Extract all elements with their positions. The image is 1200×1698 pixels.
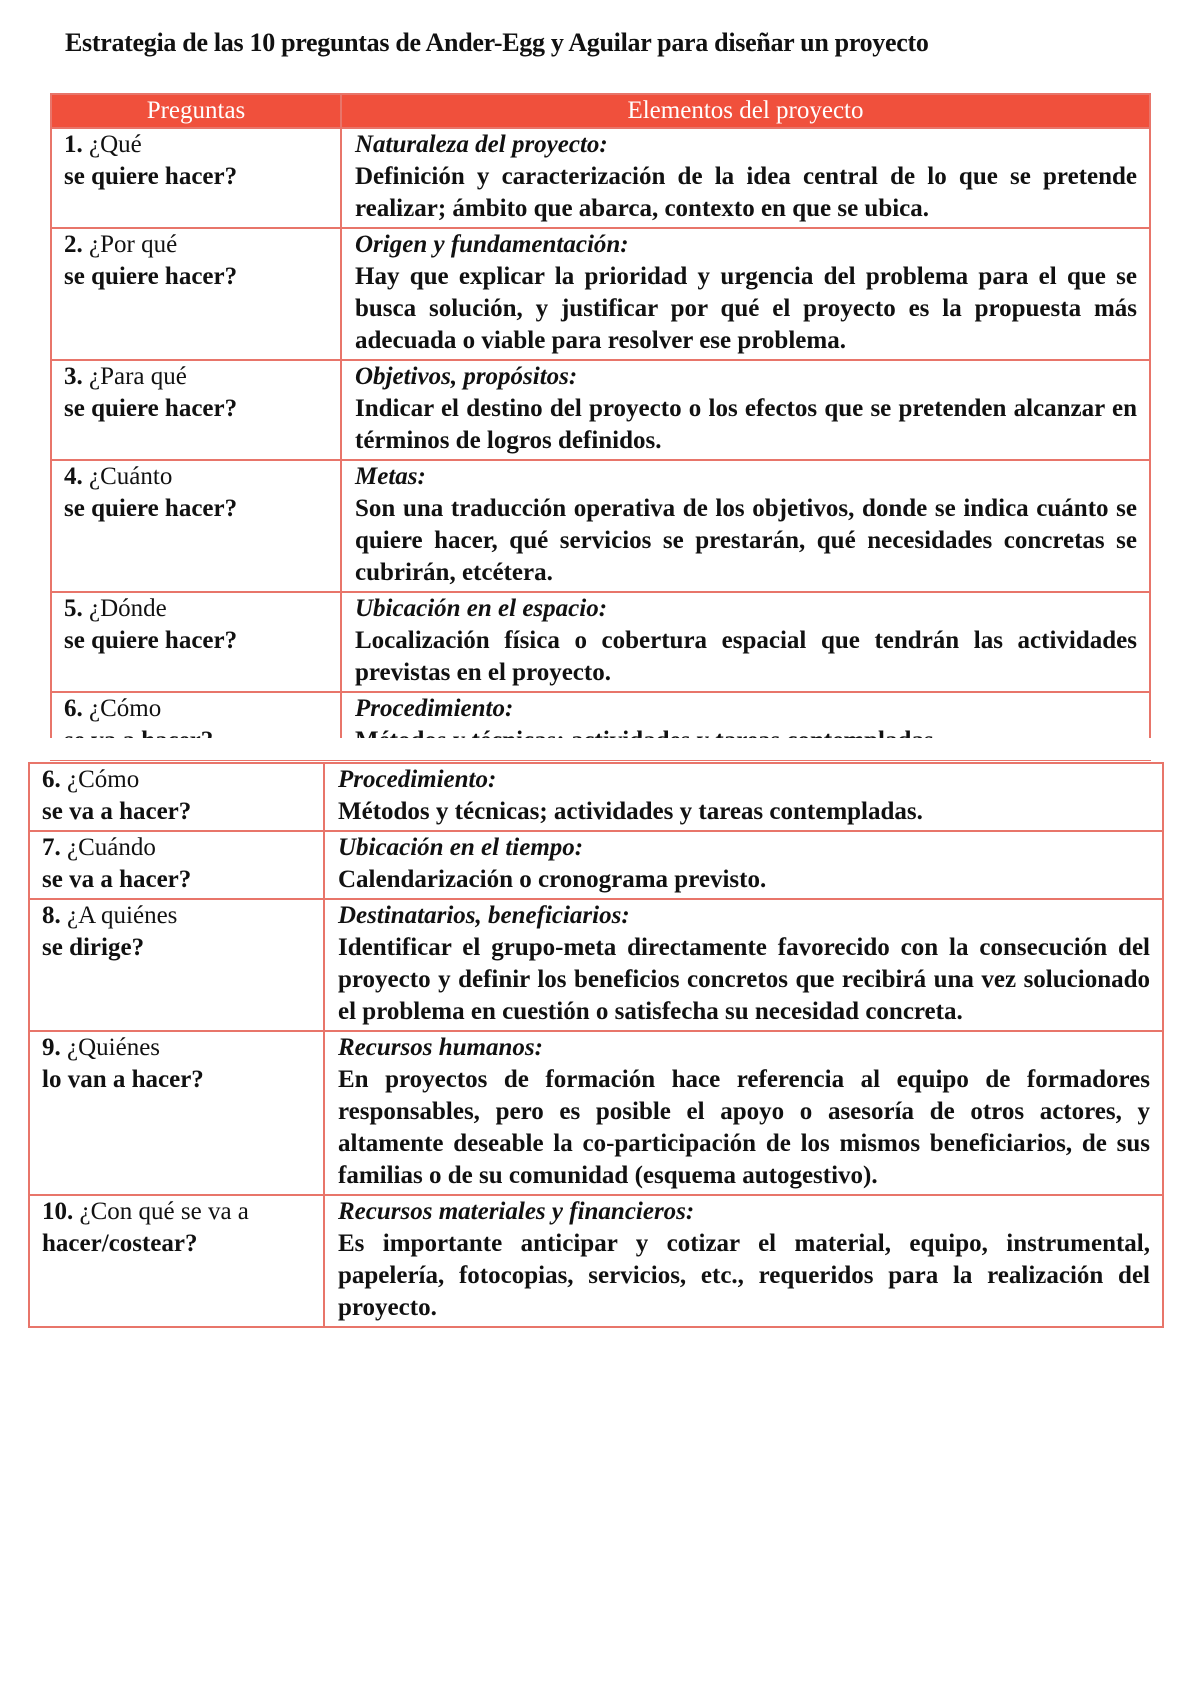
element-description: Métodos y técnicas; actividades y tareas contempladas. — [338, 798, 923, 825]
question-number: 1. — [64, 131, 83, 158]
question-number: 3. — [64, 363, 83, 390]
table-row — [29, 899, 1163, 1031]
table-row — [51, 128, 1150, 228]
question-cell — [51, 592, 341, 692]
element-cell — [341, 460, 1150, 592]
element-heading: Procedimiento: — [355, 695, 514, 722]
element-description: Identificar el grupo-meta directamente favorecido con la consecución del proyecto y definir los beneficios concretos que recibirá una vez solucionado el problema en cuestión o satisfecha su necesidad concreta. — [338, 934, 1150, 1025]
element-description: Es importante anticipar y cotizar el material, equipo, instrumental, papelería, fotocopias, servicios, etc., requeridos para la realización del proyecto. — [338, 1230, 1150, 1321]
question-line-2: se dirige? — [42, 934, 145, 961]
question-cell — [29, 1031, 324, 1195]
table-row — [29, 1031, 1163, 1195]
element-cell — [341, 128, 1150, 228]
question-line-1: ¿Cuándo — [67, 834, 156, 861]
question-cell — [29, 1195, 324, 1327]
table-row — [29, 763, 1163, 831]
element-description: Hay que explicar la prioridad y urgencia del problema para el que se busca solución, y justificar por qué el proyecto es la propuesta más adecuada o viable para resolver ese problema. — [355, 263, 1137, 354]
question-line-1: ¿Quiénes — [67, 1034, 161, 1061]
element-cell — [341, 592, 1150, 692]
question-line-1: ¿Por qué — [89, 231, 178, 258]
question-line-2: se quiere hacer? — [64, 395, 238, 422]
question-line-2: lo van a hacer? — [42, 1066, 204, 1093]
question-line-1: ¿Cuánto — [89, 463, 173, 490]
question-cell — [51, 228, 341, 360]
element-heading: Origen y fundamentación: — [355, 231, 629, 258]
element-description: Localización física o cobertura espacial que tendrán las actividades previstas en el proyecto. — [355, 627, 1137, 686]
element-description: En proyectos de formación hace referencia al equipo de formadores responsables, pero es posible el apoyo o asesoría de otros actores, y altamente deseable la co-participación de los mismos beneficiarios, de sus familias o de su comunidad (esquema autogestivo). — [338, 1066, 1150, 1189]
question-cell — [51, 128, 341, 228]
element-cell — [324, 831, 1163, 899]
element-cell — [324, 763, 1163, 831]
question-line-2: se quiere hacer? — [64, 495, 238, 522]
question-number: 2. — [64, 231, 83, 258]
element-description: Indicar el destino del proyecto o los efectos que se pretenden alcanzar en términos de logros definidos. — [355, 395, 1137, 454]
element-heading: Recursos humanos: — [338, 1034, 543, 1061]
question-line-1: ¿Con qué se va a — [79, 1198, 249, 1225]
element-heading: Naturaleza del proyecto: — [355, 131, 608, 158]
element-heading: Objetivos, propósitos: — [355, 363, 578, 390]
question-line-1: ¿Cómo — [89, 695, 162, 722]
question-number: 8. — [42, 902, 61, 929]
element-cell — [324, 899, 1163, 1031]
question-number: 6. — [42, 766, 61, 793]
table-row — [51, 228, 1150, 360]
element-heading: Recursos materiales y financieros: — [338, 1198, 695, 1225]
question-line-1: ¿Qué — [89, 131, 142, 158]
element-cell — [324, 1031, 1163, 1195]
header-preguntas: Preguntas — [51, 94, 341, 128]
element-cell — [324, 1195, 1163, 1327]
table-row — [51, 592, 1150, 692]
question-line-2: se quiere hacer? — [64, 263, 238, 290]
questions-table-part-1 — [50, 93, 1151, 761]
table-row — [51, 460, 1150, 592]
element-heading: Destinatarios, beneficiarios: — [338, 902, 630, 929]
questions-table-part-2 — [28, 762, 1164, 1328]
element-heading: Procedimiento: — [338, 766, 497, 793]
question-line-1: ¿Cómo — [67, 766, 140, 793]
question-number: 7. — [42, 834, 61, 861]
question-number: 6. — [64, 695, 83, 722]
element-description: Calendarización o cronograma previsto. — [338, 866, 767, 893]
question-number: 10. — [42, 1198, 74, 1225]
question-number: 4. — [64, 463, 83, 490]
table-header-row — [51, 94, 1150, 128]
question-cell — [29, 899, 324, 1031]
question-line-2: se quiere hacer? — [64, 627, 238, 654]
page-break — [0, 738, 1200, 760]
question-cell — [29, 763, 324, 831]
element-cell — [341, 228, 1150, 360]
question-cell — [51, 460, 341, 592]
question-cell — [29, 831, 324, 899]
table-part-1-viewport — [0, 0, 1200, 738]
element-heading: Ubicación en el espacio: — [355, 595, 608, 622]
question-line-1: ¿Para qué — [89, 363, 187, 390]
question-line-2: se va a hacer? — [42, 798, 192, 825]
element-cell — [341, 360, 1150, 460]
question-number: 9. — [42, 1034, 61, 1061]
table-row — [51, 360, 1150, 460]
element-description: Definición y caracterización de la idea central de lo que se pretende realizar; ámbito que abarca, contexto en que se ubica. — [355, 163, 1137, 222]
header-elementos: Elementos del proyecto — [341, 94, 1150, 128]
table-row — [29, 1195, 1163, 1327]
document-title: Estrategia de las 10 preguntas de Ander-Egg y Aguilar para diseñar un proyecto — [65, 28, 929, 57]
question-line-1: ¿Dónde — [89, 595, 167, 622]
question-line-1: ¿A quiénes — [67, 902, 178, 929]
question-cell — [51, 360, 341, 460]
question-line-2: hacer/costear? — [42, 1230, 198, 1257]
element-description: Son una traducción operativa de los objetivos, donde se indica cuánto se quiere hacer, qué servicios se prestarán, qué necesidades concretas se cubrirán, etcétera. — [355, 495, 1137, 586]
element-heading: Ubicación en el tiempo: — [338, 834, 584, 861]
element-heading: Metas: — [355, 463, 426, 490]
table-row — [29, 831, 1163, 899]
question-line-2: se quiere hacer? — [64, 163, 238, 190]
question-line-2: se va a hacer? — [42, 866, 192, 893]
question-number: 5. — [64, 595, 83, 622]
